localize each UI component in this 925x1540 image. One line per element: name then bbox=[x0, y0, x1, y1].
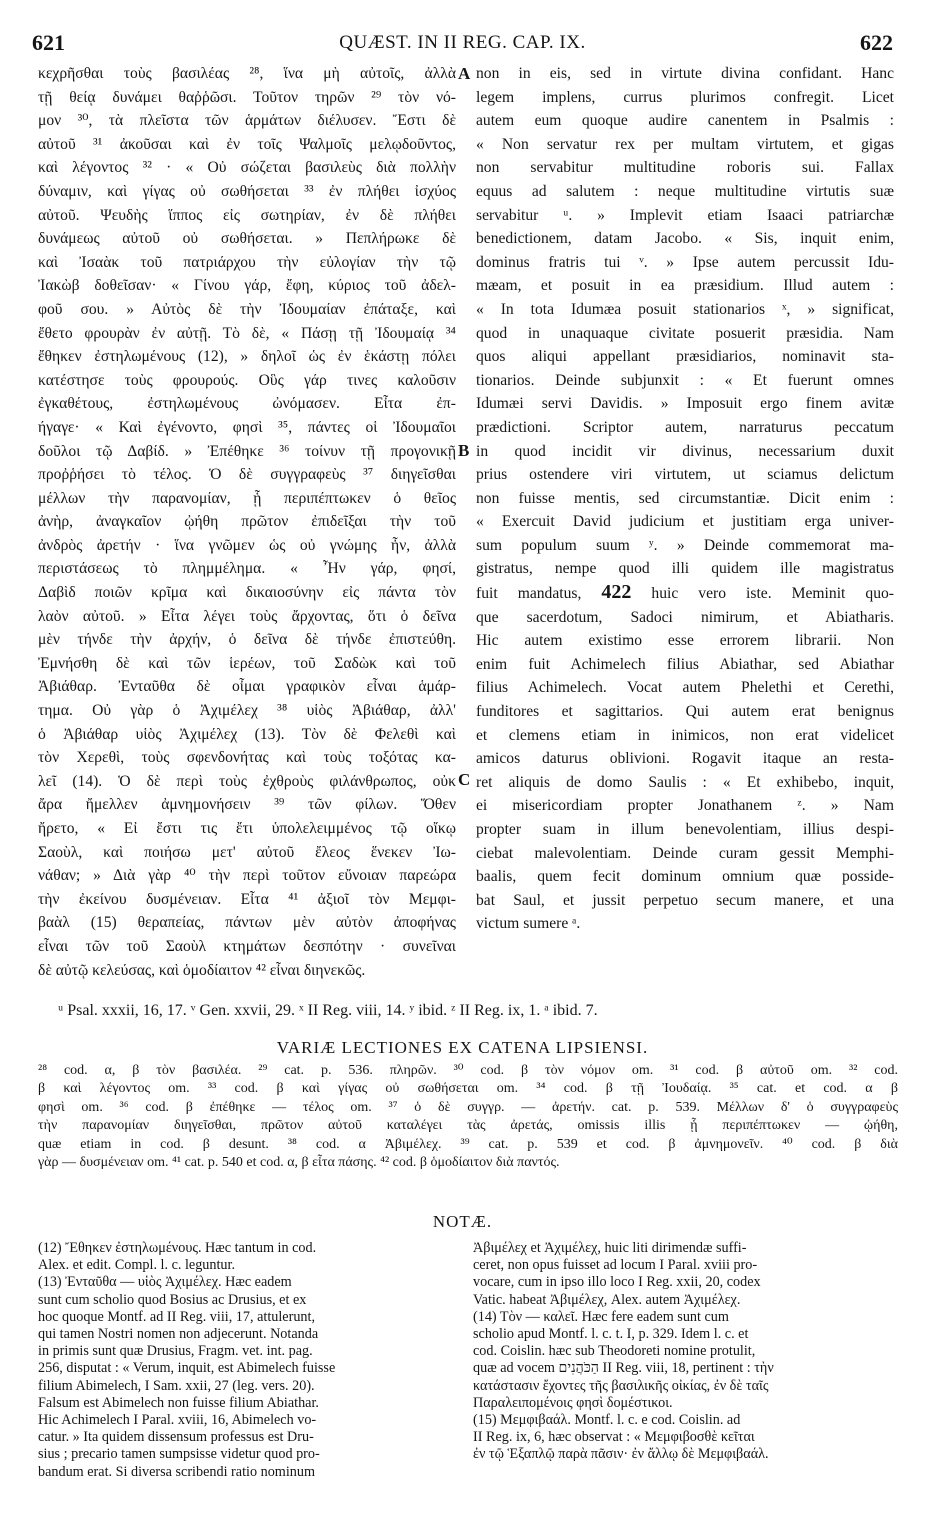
note-line: vocare, cum in ipso illo loco I Reg. xxii, 20, codex bbox=[473, 1274, 761, 1291]
note-line: qui tamen Nostri nomen non adjecerunt. Notanda bbox=[38, 1326, 319, 1343]
greek-text-line: Ἐμνήσθη δὲ καὶ τῶν ἱερέων, τοῦ Σαδὼκ καὶ τοῦ bbox=[38, 654, 456, 672]
latin-text-line: « Non servatur rex per multam virtutem, et gigas bbox=[476, 135, 894, 153]
note-line: sius ; precario tamen sumpsisse videtur quod pro- bbox=[38, 1446, 320, 1463]
margin-marker-a: A bbox=[458, 64, 471, 83]
latin-text-line: non fuisse mentis, sed circumstantiæ. Dicit enim : bbox=[476, 489, 894, 507]
greek-text-line: ὁ Ἀβιάθαρ υἱὸς Ἀχιμέλεχ (13). Τὸν δὲ Φελεθὶ καὶ bbox=[38, 725, 456, 743]
greek-text-line: καὶ Ἰσαὰκ τοῦ πατριάρχου τὴν εὐλογίαν τὴν τῷ bbox=[38, 253, 456, 271]
latin-text-line: legem implens, currus plurimos confregit. Licet bbox=[476, 88, 894, 106]
note-line: bandum erat. Si diversa scribendi ratio nominum bbox=[38, 1463, 315, 1480]
note-line: in primis sunt quæ Drusius, Fragm. vet. int. pag. bbox=[38, 1343, 313, 1360]
note-line: sunt cum scholio quod Bosius ac Drusius, et ex bbox=[38, 1291, 307, 1308]
note-line: II Reg. ix, 6, hæc observat : « Μεμφιβοσθὲ κεῖται bbox=[473, 1429, 755, 1446]
greek-text-line: μὲν τήνδε τὴν ἀρχήν, ὁ δεῖνα δὲ τήνδε ἐπιστεύθη. bbox=[38, 631, 456, 649]
greek-text-line: κεχρῆσθαι τοὺς βασιλέας ²⁸, ἵνα μὴ αὐτοῖς, ἀλλὰ bbox=[38, 65, 456, 82]
greek-text-line: δύναμιν, καὶ γίγας οὐ σωθήσεται ³³ ἐν πλήθει ἰσχύος bbox=[38, 182, 456, 200]
latin-text-line: mæam, et posuit in ea præsidium. Illud autem : bbox=[476, 277, 894, 295]
greek-text-line: κατέστησε τοὺς φρουρούς. Οὓς γάρ τινες καλοῦσιν bbox=[38, 371, 456, 389]
greek-text-line: καὶ λέγοντος ³² · « Οὐ σώζεται βασιλεὺς διὰ πολλὴν bbox=[38, 159, 456, 177]
latin-text-line: propter suam in illum benevolentiam, illius despi- bbox=[476, 821, 894, 838]
latin-text-line: benedictionem, datam Jacobo. « Sis, inquit enim, bbox=[476, 230, 894, 248]
greek-text-line: προῤῥήσει τὸ τέλος. Ὁ δὲ συγγραφεὺς ³⁷ διηγεῖσθαι bbox=[38, 466, 456, 484]
notae-title: NOTÆ. bbox=[432, 1212, 493, 1231]
note-line: cod. Coislin. hæc sub Theodoreti nomine protulit, bbox=[473, 1343, 756, 1360]
margin-marker-b: B bbox=[458, 441, 470, 460]
variant-reading-line: γὰρ — δυσμένειαν om. ⁴¹ cat. p. 540 et cod. α, β εἶτα πάσης. ⁴² cod. β ὁμοδίαιτον διὰ παντός. bbox=[38, 1155, 560, 1171]
note-line: catur. » Ita quidem dissensum professus est Dru- bbox=[38, 1429, 314, 1446]
page-header bbox=[32, 30, 893, 60]
latin-text-line: amicos daturus oblivioni. Rogavit itaque an resta- bbox=[476, 750, 894, 768]
note-line: Alex. et edit. Compl. l. c. leguntur. bbox=[38, 1257, 236, 1274]
latin-text-line: que sacerdotum, Sadoci nimirum, et Abiatharis. bbox=[476, 608, 894, 626]
greek-text-line: αὐτοῦ ³¹ ἀκοῦσαι καὶ ἐν τοῖς Ψαλμοῖς μελῳδοῦντος, bbox=[38, 135, 456, 153]
latin-text-line: quos aliqui appellant præsidiarios, nominavit sta- bbox=[476, 348, 894, 366]
scripture-references: ᵘ Psal. xxxii, 16, 17. ᵛ Gen. xxvii, 29. ˣ II Reg. viii, 14. ʸ ibid. ᶻ II Reg. ix, 1. ᵃ ibid. 7. bbox=[58, 1002, 598, 1019]
latin-text-line: filius Achimelech. Vocat autem Phelethi et Cerethi, bbox=[476, 679, 894, 697]
latin-text-line: funditores et sagittarios. Qui autem erat benignus bbox=[476, 703, 894, 721]
latin-text-line: quod in unaquaque civitate posuerit præsidia. Nam bbox=[476, 324, 894, 342]
latin-text-line: tionarios. Deinde subjunxit : « Et fuerunt omnes bbox=[476, 371, 894, 389]
running-title: QUÆST. IN II REG. CAP. IX. bbox=[339, 32, 586, 53]
greek-text-line: Σαοὺλ, καὶ ποιήσω μετ' αὐτοῦ ἔλεος ἕνεκεν Ἰω- bbox=[38, 843, 456, 861]
latin-text-line: et clemens etiam in inimicos, non erat videlicet bbox=[476, 726, 894, 744]
latin-text-line: « In tota Idumæa posuit stationarios ˣ, » significat, bbox=[476, 300, 894, 318]
greek-text-line: Ἀβιάθαρ. Ἐνταῦθα δὲ οἶμαι γραφικὸν εἶναι ἁμάρ- bbox=[38, 678, 456, 696]
latin-text-line: prædictioni. Scriptor autem, narraturus peccatum bbox=[476, 418, 894, 436]
greek-text-line: εἶναι τῶν τοῦ Σαοὺλ κτημάτων δεσπότην · συνεῖναι bbox=[38, 937, 456, 955]
variae-lectiones-title: VARIÆ LECTIONES EX CATENA LIPSIENSI. bbox=[276, 1038, 649, 1057]
note-line: (13) Ἐνταῦθα — υἱὸς Ἀχιμέλεχ. Hæc eadem bbox=[38, 1274, 292, 1291]
greek-text-line: φοῦ σου. » Αὐτὸς δὲ τὴν Ἰδουμαίαν ἐπάταξε, καὶ bbox=[38, 300, 456, 318]
latin-text-line: prius ostendere viri virtutem, ut sciamus delictum bbox=[476, 466, 894, 484]
note-line: Ἀβιμέλεχ et Ἀχιμέλεχ, huic liti dirimendæ suffi- bbox=[473, 1240, 747, 1256]
greek-column bbox=[38, 62, 456, 982]
latin-text-line: gistratus, nempe quod illi quidem ille magistratus bbox=[476, 560, 894, 578]
latin-text-line: dominus fratris tui ᵛ. » Ipse autem percussit Idu- bbox=[476, 253, 894, 271]
greek-text-line: βαὰλ (15) θεραπείας, πάντων μὲν αὐτὸν ἀποφήνας bbox=[38, 914, 456, 932]
latin-column bbox=[476, 62, 894, 936]
latin-text-line: Idumæi servi Davidis. » Imposuit ergo finem avitæ bbox=[476, 395, 894, 413]
latin-text-line: ei misericordiam propter Jonathanem ᶻ. » Nam bbox=[476, 797, 894, 815]
margin-marker-c: C bbox=[458, 770, 471, 789]
variae-lectiones bbox=[38, 1062, 898, 1172]
latin-text-line: Hic autem existimo esse errorem librarii. Non bbox=[476, 632, 894, 650]
note-line: (15) Μεμφιβαάλ. Montf. l. c. e cod. Coislin. ad bbox=[473, 1412, 741, 1429]
page-number-right: 622 bbox=[860, 30, 893, 55]
greek-text-line: ἔθηκεν ἐστηλωμένους (12), » δηλοῖ ὡς ἐν ἑκάστῃ πόλει bbox=[38, 348, 456, 366]
note-line: Vatic. habeat Ἀβιμέλεχ, Alex. autem Ἀχιμέλεχ. bbox=[473, 1291, 741, 1308]
notes-left-column bbox=[38, 1240, 456, 1481]
note-line: quæ ad vocem הַכֹּהֲנִים II Reg. viii, 18, pertinent : τὴν bbox=[473, 1360, 774, 1377]
page-number-left: 621 bbox=[32, 30, 65, 55]
latin-text-line: in quod incidit vir divinus, necessarium duxit bbox=[476, 442, 894, 460]
greek-text-line: τῇ θείᾳ δυνάμει θαῤῥῶσι. Τοῦτον τηρῶν ²⁹ τὸν νό- bbox=[38, 88, 456, 106]
greek-text-line: τὴν ἐκείνου δυσμένειαν. Εἶτα ⁴¹ ἀξιοῖ τὸν Μεμφι- bbox=[38, 890, 456, 908]
note-line: Falsum est Abimelech non fuisse filium Abiathar. bbox=[38, 1394, 319, 1411]
note-line: hoc quoque Montf. ad II Reg. viii, 17, attulerunt, bbox=[38, 1308, 315, 1325]
note-line: 256, disputat : « Verum, inquit, est Abimelech fuisse bbox=[38, 1360, 336, 1377]
latin-text-line: « Exercuit David judicium et justitiam erga univer- bbox=[476, 513, 894, 531]
latin-text-line: autem eum quoque audire canentem in Psalmis : bbox=[476, 112, 894, 130]
latin-text-line: fuit mandatus, 422 huic vero iste. Meminit quo- bbox=[476, 581, 894, 604]
note-line: ἐν τῷ Ἑξαπλῷ παρὰ πᾶσιν· ἐν ἄλλῳ δὲ Μεμφιβαάλ. bbox=[473, 1446, 769, 1463]
greek-text-line: ἄρα ἤμελλεν ἀμνημονήσειν ³⁹ τῶν φίλων. Ὅθεν bbox=[38, 796, 456, 814]
variant-reading-line: quæ etiam in cod. β desunt. ³⁸ cod. α Ἀβιμέλεχ. ³⁹ cat. p. 539 et cod. β ἀμνημονεῖν. ⁴⁰ cod. β διὰ bbox=[38, 1136, 898, 1152]
note-line: (12) Ἔθηκεν ἐστηλωμένους. Hæc tantum in cod. bbox=[38, 1240, 317, 1256]
greek-text-line: δυνάμεως αὐτοῦ οὐ σωθήσεται. » Πεπλήρωκε δὲ bbox=[38, 230, 456, 248]
note-line: Hic Achimelech I Paral. xviii, 16, Abimelech vo- bbox=[38, 1412, 317, 1429]
variant-reading-line: ²⁸ cod. α, β τὸν βασιλέα. ²⁹ cat. p. 536. πληρῶν. ³⁰ cod. β τὸν νόμον om. ³¹ cod. β αὐτοῦ om. ³² cod. bbox=[38, 1063, 898, 1078]
latin-text-line: baalis, quem fecit dominum omnium quæ posside- bbox=[476, 868, 894, 886]
greek-text-line: τημα. Οὐ γὰρ ὁ Ἀχιμέλεχ ³⁸ υἱὸς Ἀβιάθαρ, ἀλλ' bbox=[38, 702, 456, 720]
greek-text-line: Δαβὶδ ποιῶν κρῖμα καὶ δικαιοσύνην εἰς πάντα τὸν bbox=[38, 584, 456, 602]
latin-text-line: enim fuit Achimelech filius Abiathar, sed Abiathar bbox=[476, 655, 894, 673]
variant-reading-line: φησὶ om. ³⁶ cod. β ἐπέθηκε — τέλος om. ³⁷ ὁ δὲ συγγρ. — ἀρετήν. cat. p. 539. Μέλλων δ' ὁ συγγραφεὺς bbox=[38, 1099, 898, 1115]
latin-text-line: ret aliquis de domo Saulis : « Et exhibebo, inquit, bbox=[476, 773, 894, 791]
greek-text-line: Ἰακὼβ δοθεῖσαν· « Γίνου γάρ, ἔφη, κύριος τοῦ ἀδελ- bbox=[38, 277, 456, 295]
notes-right-column bbox=[473, 1240, 893, 1464]
latin-text-line: non servabitur multitudine roboris sui. Fallax bbox=[476, 159, 894, 177]
note-line: ceret, non opus fuisset ad locum I Paral. xviii pro- bbox=[473, 1257, 758, 1274]
latin-text-line: equus ad salutem : neque multitudine virtutis suæ bbox=[476, 182, 894, 200]
greek-text-line: ἀνὴρ, ἀναγκαῖον ᾠήθη πρῶτον ἐπιδεῖξαι τὴν τοῦ bbox=[38, 513, 456, 531]
greek-text-line: μέλλων τὴν παρανομίαν, ᾗ περιπέπτωκεν ὁ θεῖος bbox=[38, 489, 456, 507]
greek-text-line: ἤρετο, « Εἰ ἔστι τις ἔτι ὑπολελειμμένος τῷ οἴκῳ bbox=[38, 820, 456, 837]
variant-reading-line: β καὶ λέγοντος om. ³³ cod. β καὶ γίγας οὐ σωθήσεται om. ³⁴ cod. β τῇ Ἰουδαίᾳ. ³⁵ cat. et cod. α β bbox=[38, 1081, 898, 1097]
latin-text-line: non in eis, sed in virtute divina confidant. Hanc bbox=[476, 65, 894, 82]
greek-text-line: δοῦλοι τῷ Δαβίδ. » Ἐπέθηκε ³⁶ τοίνυν τῇ προγονικῇ bbox=[38, 442, 456, 460]
greek-text-line: αὐτοῦ. Ψευδὴς ἵππος εἰς σωτηρίαν, ἐν δὲ πλήθει bbox=[38, 206, 456, 224]
greek-text-line: δὲ αὐτῷ κελεύσας, καὶ ὁμοδίαιτον ⁴² εἶναι διηνεκῶς. bbox=[38, 961, 366, 979]
variant-reading-line: τὴν παρανομίαν διηγεῖσθαι, πρῶτον αὐτοῦ καταλέγει τὰς ἀρετάς, omissis illis ᾗ περιπέπτωκεν — ᾠήθη, bbox=[38, 1118, 898, 1134]
note-line: Παραλειπομένοις φησὶ δομέστικοι. bbox=[473, 1394, 673, 1411]
greek-text-line: ἐγκαθέτους, ἐστηλωμένους ὠνόμασεν. Εἶτα ἐπ- bbox=[38, 395, 456, 413]
greek-text-line: ἔθετο φρουρὰν ἐν αὐτῇ. Τὸ δὲ, « Πάσῃ τῇ Ἰδουμαίᾳ ³⁴ bbox=[38, 324, 456, 342]
latin-text-line: sum populum suum ʸ. » Deinde commemorat ma- bbox=[476, 536, 894, 554]
note-line: filium Abimelech, I Sam. xxii, 27 (leg. vers. 20). bbox=[38, 1377, 315, 1394]
greek-text-line: μον ³⁰, τὰ πλεῖστα τῶν ἁρμάτων διέλυσεν. Ἔστι δὲ bbox=[38, 112, 456, 130]
latin-text-line: bat Saul, et jussit perpetuo secum manere, et una bbox=[476, 891, 894, 909]
note-line: scholio apud Montf. l. c. t. I, p. 329. Idem l. c. et bbox=[473, 1326, 749, 1343]
note-line: κατάστασιν ἔχοντες τῆς βασιλικῆς οἰκίας, ἐν δὲ ταῖς bbox=[473, 1377, 769, 1394]
greek-text-line: περιστάσεως τὸ πλημμέλημα. « Ἦν γάρ, φησί, bbox=[38, 560, 456, 578]
greek-text-line: λεῖ (14). Ὁ δὲ περὶ τοὺς ἐχθροὺς φιλάνθρωπος, οὐκ bbox=[38, 772, 456, 790]
latin-text-line: victum sumere ᵃ. bbox=[476, 915, 581, 933]
latin-text-line: ciebat malevolentiam. Deinde curam gessit Memphi- bbox=[476, 844, 894, 862]
greek-text-line: λαὸν αὐτοῦ. » Εἶτα λέγει τοὺς ἄρχοντας, ὅτι ὁ δεῖνα bbox=[38, 607, 456, 625]
greek-text-line: τὸν Χερεθὶ, τοὺς σφενδονήτας καὶ τοὺς τοξότας κα- bbox=[38, 749, 456, 767]
greek-text-line: νάθαν; » Διὰ γὰρ ⁴⁰ τὴν περὶ τοῦτον εὔνοιαν παρεώρα bbox=[38, 867, 456, 885]
latin-text-line: servabitur ᵘ. » Implevit etiam Isaaci patriarchæ bbox=[476, 206, 894, 224]
greek-text-line: ἀνδρὸς ἀρετήν · ἵνα γνῶμεν ὡς οὐ γνώμης ἦν, ἀλλὰ bbox=[38, 536, 456, 554]
greek-text-line: ήγαγε· « Καὶ ἐγένοντο, φησὶ ³⁵, πάντες οἱ Ἰδουμαῖοι bbox=[38, 418, 456, 436]
inline-page-number: 422 bbox=[601, 581, 632, 604]
note-line: (14) Τὸν — καλεῖ. Hæc fere eadem sunt cum bbox=[473, 1308, 729, 1325]
